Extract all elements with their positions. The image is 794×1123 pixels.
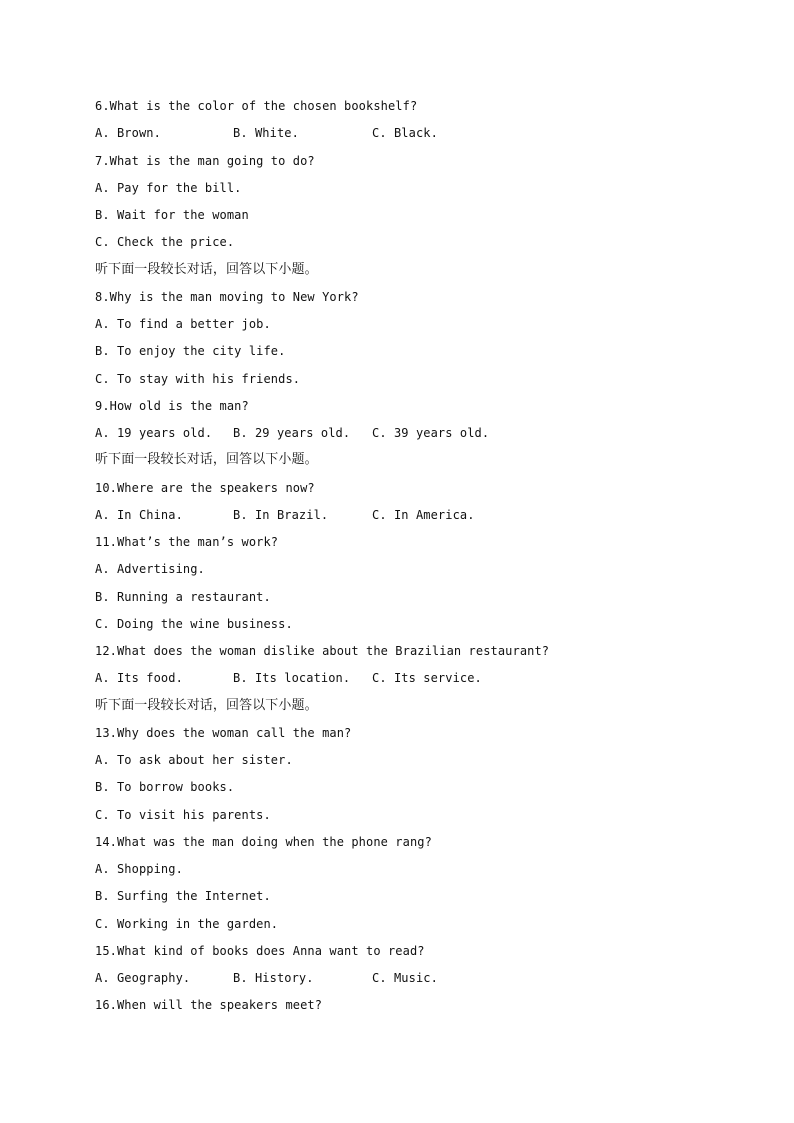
option-b: B. History.: [233, 971, 314, 985]
question-11-option-b: B. Running a restaurant.: [95, 589, 271, 604]
option-c: C. Music.: [372, 971, 438, 985]
option-b: B. White.: [233, 126, 299, 141]
question-12: 12.What does the woman dislike about the Brazilian restaurant?: [95, 644, 550, 658]
question-13: 13.Why does the woman call the man?: [95, 725, 352, 740]
question-14: 14.What was the man doing when the phone rang?: [95, 834, 432, 849]
section-heading: 听下面一段较长对话，回答以下小题。: [95, 697, 318, 713]
question-14-option-b: B. Surfing the Internet.: [95, 889, 271, 904]
question-6: 6.What is the color of the chosen bookshelf?: [95, 99, 418, 113]
section-heading: 听下面一段较长对话，回答以下小题。: [95, 261, 318, 277]
question-10: 10.Where are the speakers now?: [95, 480, 315, 495]
question-14-option-a: A. Shopping.: [95, 862, 183, 876]
question-13-option-c: C. To visit his parents.: [95, 807, 271, 822]
question-7-option-b: B. Wait for the woman: [95, 208, 249, 222]
option-c: C. Its service.: [372, 671, 482, 686]
question-12-options: [95, 668, 735, 695]
question-11: 11.What’s the man’s work?: [95, 535, 279, 549]
option-b: B. In Brazil.: [233, 507, 329, 522]
question-13-option-b: B. To borrow books.: [95, 780, 235, 795]
question-10-options: [95, 505, 735, 532]
option-a: A. 19 years old.: [95, 426, 213, 440]
question-11-option-a: A. Advertising.: [95, 562, 205, 577]
option-a: A. In China.: [95, 507, 183, 522]
option-a: A. Its food.: [95, 671, 183, 686]
question-14-option-c: C. Working in the garden.: [95, 916, 279, 931]
option-b: B. Its location.: [233, 671, 351, 686]
question-7: 7.What is the man going to do?: [95, 153, 315, 168]
section-heading: 听下面一段较长对话，回答以下小题。: [95, 452, 318, 468]
option-c: C. In America.: [372, 507, 475, 522]
question-7-option-c: C. Check the price.: [95, 235, 235, 250]
question-13-option-a: A. To ask about her sister.: [95, 753, 293, 767]
question-6-options: [95, 123, 735, 150]
question-8-option-b: B. To enjoy the city life.: [95, 344, 286, 359]
question-15: 15.What kind of books does Anna want to read?: [95, 943, 425, 958]
question-16: 16.When will the speakers meet?: [95, 998, 323, 1013]
option-a: A. Brown.: [95, 126, 161, 141]
question-15-options: [95, 968, 735, 995]
option-c: C. Black.: [372, 126, 438, 141]
question-9: 9.How old is the man?: [95, 398, 249, 413]
exam-page: [95, 96, 735, 1023]
option-a: A. Geography.: [95, 971, 191, 985]
question-8-option-c: C. To stay with his friends.: [95, 371, 301, 386]
option-c: C. 39 years old.: [372, 426, 490, 440]
option-b: B. 29 years old.: [233, 426, 351, 440]
question-7-option-a: A. Pay for the bill.: [95, 180, 242, 195]
question-9-options: [95, 423, 735, 450]
question-8: 8.Why is the man moving to New York?: [95, 289, 359, 304]
question-11-option-c: C. Doing the wine business.: [95, 616, 293, 631]
question-8-option-a: A. To find a better job.: [95, 317, 271, 331]
